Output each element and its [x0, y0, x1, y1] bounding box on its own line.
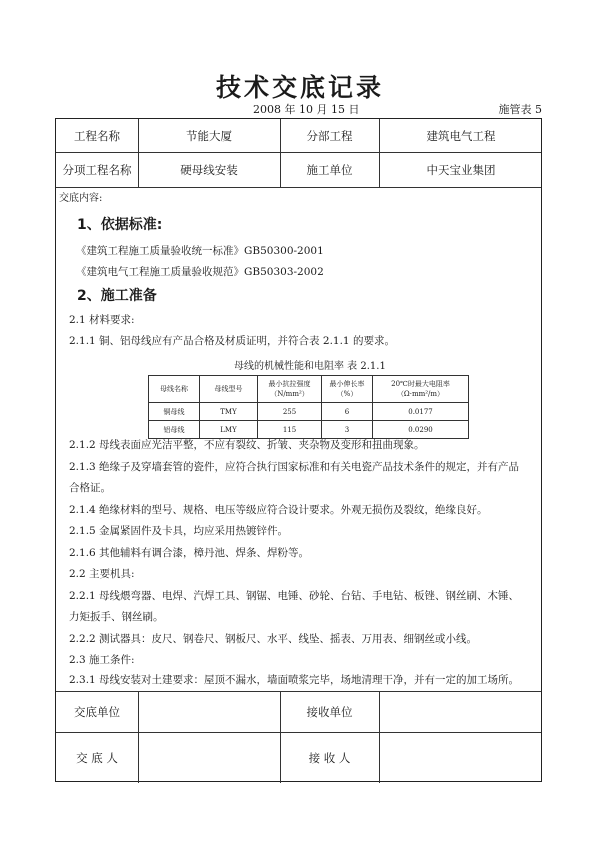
paragraph: 2.3.1 母线安装对土建要求：屋顶不漏水，墙面喷浆完毕，场地清理干净，并有一定的加工场所。 [69, 674, 520, 686]
table-cell: 铝母线 [149, 421, 200, 439]
record-form [55, 118, 542, 782]
giver-unit-label: 交底单位 [74, 704, 120, 719]
paragraph: 2.1.2 母线表面应光洁平整，不应有裂纹、折皱、夹杂物及变形和扭曲现象。 [69, 439, 425, 451]
table-cell: 115 [258, 421, 322, 439]
row-divider [56, 187, 541, 188]
paragraph: 2.2 主要机具: [69, 568, 135, 580]
paragraph: 2.1 材料要求: [69, 314, 135, 326]
paragraph: 合格证。 [69, 482, 111, 494]
project-name-label: 工程名称 [74, 128, 120, 143]
subdivision-value: 建筑电气工程 [426, 128, 496, 143]
paragraph: 2.1.3 绝缘子及穿墙套管的瓷件，应符合执行国家标准和有关电瓷产品技术条件的规定，并有产品 [69, 461, 520, 473]
table-cell: 0.0290 [373, 421, 469, 439]
table-header: 母线名称 [149, 376, 200, 403]
table-cell: 0.0177 [373, 403, 469, 421]
table-header: 最小抗拉强度 （N/mm²） [258, 376, 322, 403]
subdivision-label: 分部工程 [306, 128, 353, 143]
form-number: 施管表 5 [498, 103, 542, 116]
content-label: 交底内容: [59, 193, 103, 204]
item-name-label: 分项工程名称 [62, 162, 132, 177]
table-header: 最小伸长率 （%） [322, 376, 373, 403]
paragraph: 2.2.2 测试器具：皮尺、钢卷尺、钢板尺、水平、线坠、摇表、万用表、细钢丝或小线。 [69, 633, 478, 645]
table-caption: 母线的机械性能和电阻率 表 2.1.1 [234, 361, 386, 372]
receiver-person-label: 接 收 人 [308, 750, 351, 765]
table-cell: 3 [322, 421, 373, 439]
item-name-value: 硬母线安装 [180, 162, 238, 177]
paragraph: 2.1.4 绝缘材料的型号、规格、电压等级应符合设计要求。外观无损伤及裂纹，绝缘良好。 [69, 504, 488, 516]
paragraph: 2.1.6 其他辅料有调合漆，樟丹池、焊条、焊粉等。 [69, 547, 310, 559]
table-cell: 255 [258, 403, 322, 421]
table-header: 20℃时最大电阻率 （Ω·mm²/m） [373, 376, 469, 403]
receiver-person-value[interactable] [379, 732, 543, 783]
table-cell: LMY [200, 421, 258, 439]
document-title: 技术交底记录 [215, 73, 384, 102]
construction-unit-label: 施工单位 [306, 162, 353, 177]
standard-item: 《建筑电气工程施工质量验收规范》GB50303-2002 [76, 266, 324, 278]
table-cell: 6 [322, 403, 373, 421]
giver-person-value[interactable] [138, 732, 280, 783]
section-heading: 2、施工准备 [77, 288, 157, 304]
giver-person-label: 交 底 人 [76, 750, 118, 765]
construction-unit-value: 中天宝业集团 [426, 162, 496, 177]
paragraph: 2.2.1 母线煨弯器、电焊、汽焊工具、钢锯、电锤、砂轮、台钻、手电钻、板锉、钢丝刷、木锤、 [69, 590, 520, 602]
receiver-unit-value[interactable] [379, 691, 543, 732]
paragraph: 力矩扳手、钢丝刷。 [69, 611, 164, 623]
standard-item: 《建筑工程施工质量验收统一标准》GB50300-2001 [76, 245, 324, 257]
giver-unit-value[interactable] [138, 691, 280, 732]
project-name-value: 节能大厦 [186, 128, 232, 143]
paragraph: 2.3 施工条件: [69, 654, 135, 666]
document-date: 2008 年 10 月 15 日 [253, 103, 360, 116]
section-heading: 1、依据标准: [77, 217, 163, 233]
table-cell: 铜母线 [149, 403, 200, 421]
table-header: 母线型号 [200, 376, 258, 403]
receiver-unit-label: 接收单位 [306, 704, 353, 719]
table-cell: TMY [200, 403, 258, 421]
mechanical-properties-table [148, 375, 469, 439]
paragraph: 2.1.1 铜、铝母线应有产品合格及材质证明，并符合表 2.1.1 的要求。 [69, 335, 395, 347]
paragraph: 2.1.5 金属紧固件及卡具，均应采用热镀锌件。 [69, 525, 289, 537]
